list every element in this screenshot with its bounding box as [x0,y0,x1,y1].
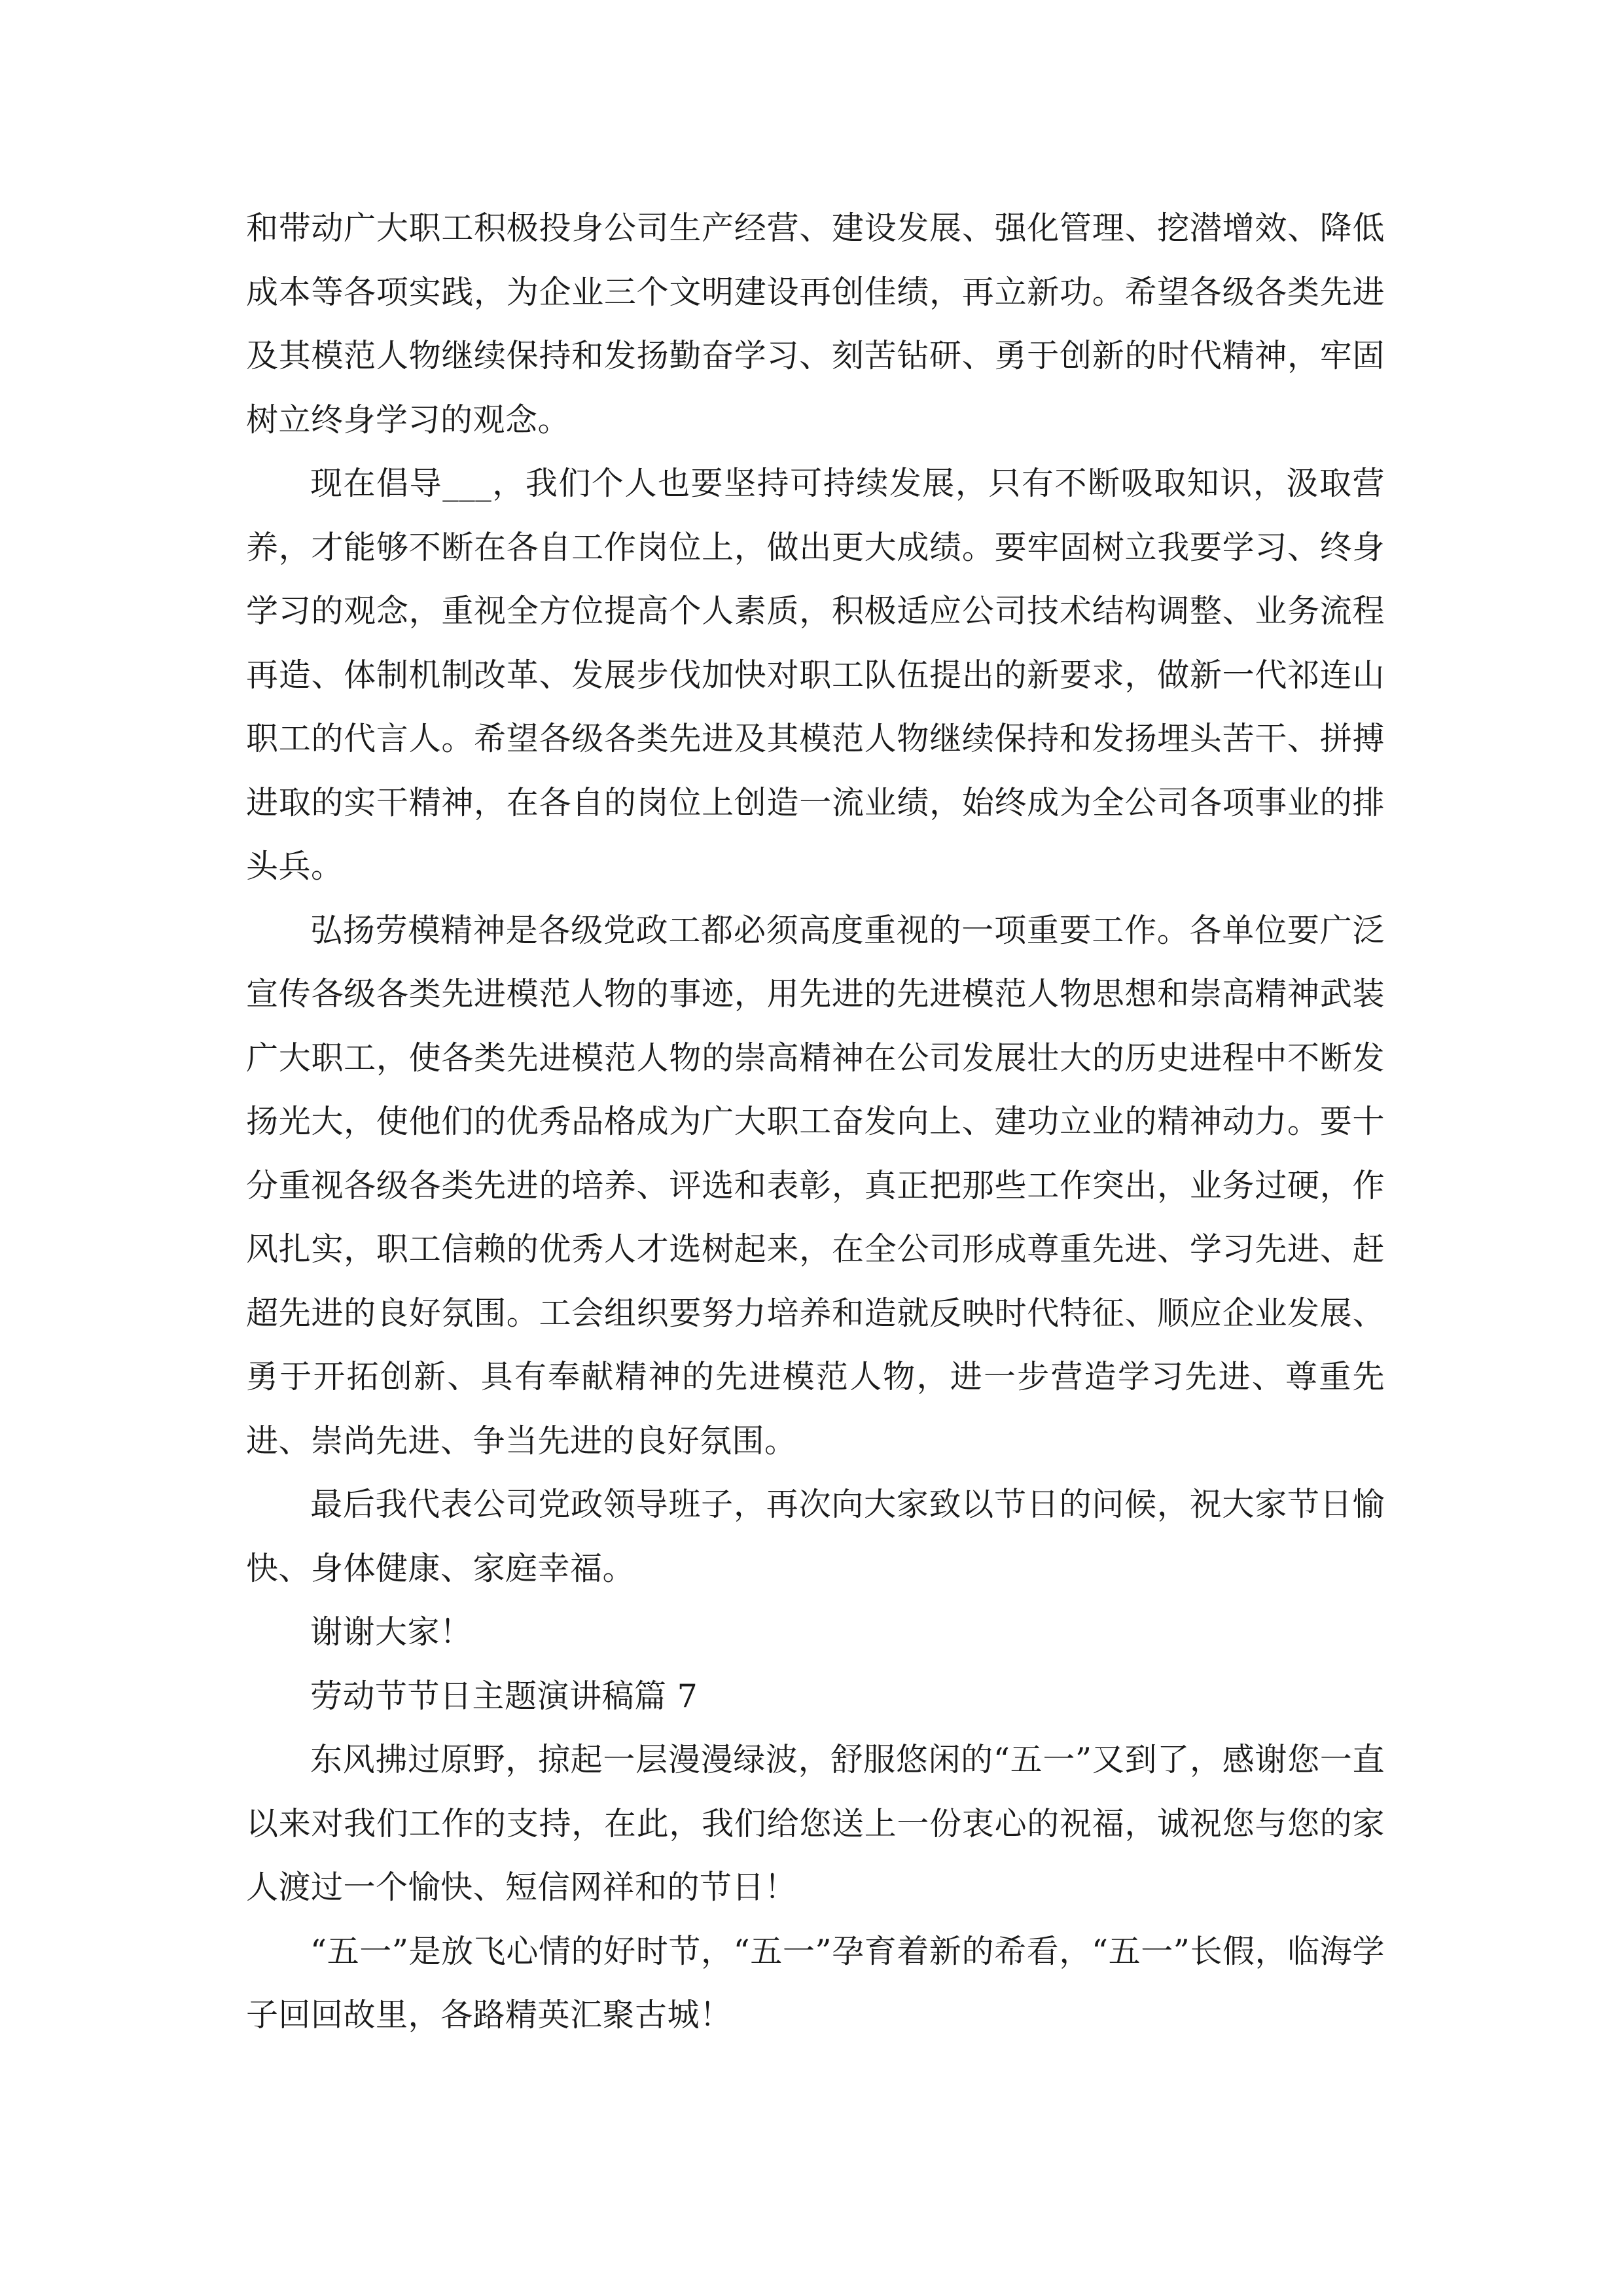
paragraph-may-day: “五一”是放飞心情的好时节，“五一”孕育着新的希看，“五一”长假，临海学子回回故里，各路精英汇聚古城！ [246,1932,1385,2034]
document-page [246,196,1385,2047]
paragraph-closing-wishes: 最后我代表公司党政领导班子，再次向大家致以节日的问候，祝大家节日愉快、身体健康、家庭幸福。 [246,1486,1385,1587]
paragraph-model-spirit: 弘扬劳模精神是各级党政工都必须高度重视的一项重要工作。各单位要广泛宣传各级各类先进模范人物的事迹，用先进的先进模范人物思想和崇高精神武装广大职工，使各类先进模范人物的崇高精神在公司发展壮大的历史进程中不断发扬光大，使他们的优秀品格成为广大职工奋发向上、建功立业的精神动力。要十分重视各级各类先进的培养、评选和表彰，真正把那些工作突出，业务过硬，作风扎实，职工信赖的优秀人才选树起来，在全公司形成尊重先进、学习先进、赶超先进的良好氛围。工会组织要努力培养和造就反映时代特征、顺应企业发展、勇于开拓创新、具有奉献精神的先进模范人物，进一步营造学习先进、尊重先进、崇尚先进、争当先进的良好氛围。 [246,911,1385,1460]
paragraph-east-wind: 东风拂过原野，掠起一层漫漫绿波，舒服悠闲的“五一”又到了，感谢您一直以来对我们工作的支持，在此，我们给您送上一份衷心的祝福，诚祝您与您的家人渡过一个愉快、短信网祥和的节日！ [246,1741,1385,1906]
paragraph-advocacy: 现在倡导___，我们个人也要坚持可持续发展，只有不断吸取知识，汲取营养，才能够不断在各自工作岗位上，做出更大成绩。要牢固树立我要学习、终身学习的观念，重视全方位提高个人素质，积极适应公司技术结构调整、业务流程再造、体制机制改革、发展步伐加快对职工队伍提出的新要求，做新一代祁连山职工的代言人。希望各级各类先进及其模范人物继续保持和发扬埋头苦干、拼搏进取的实干精神，在各自的岗位上创造一流业绩，始终成为全公司各项事业的排头兵。 [246,465,1385,885]
section-heading: 劳动节节日主题演讲稿篇 7 [310,1677,698,1715]
paragraph-thanks: 谢谢大家！ [310,1613,473,1651]
paragraph-continuation: 和带动广大职工积极投身公司生产经营、建设发展、强化管理、挖潜增效、降低成本等各项实践，为企业三个文明建设再创佳绩，再立新功。希望各级各类先进及其模范人物继续保持和发扬勤奋学习、刻苦钻研、勇于创新的时代精神，牢固树立终身学习的观念。 [246,209,1385,439]
